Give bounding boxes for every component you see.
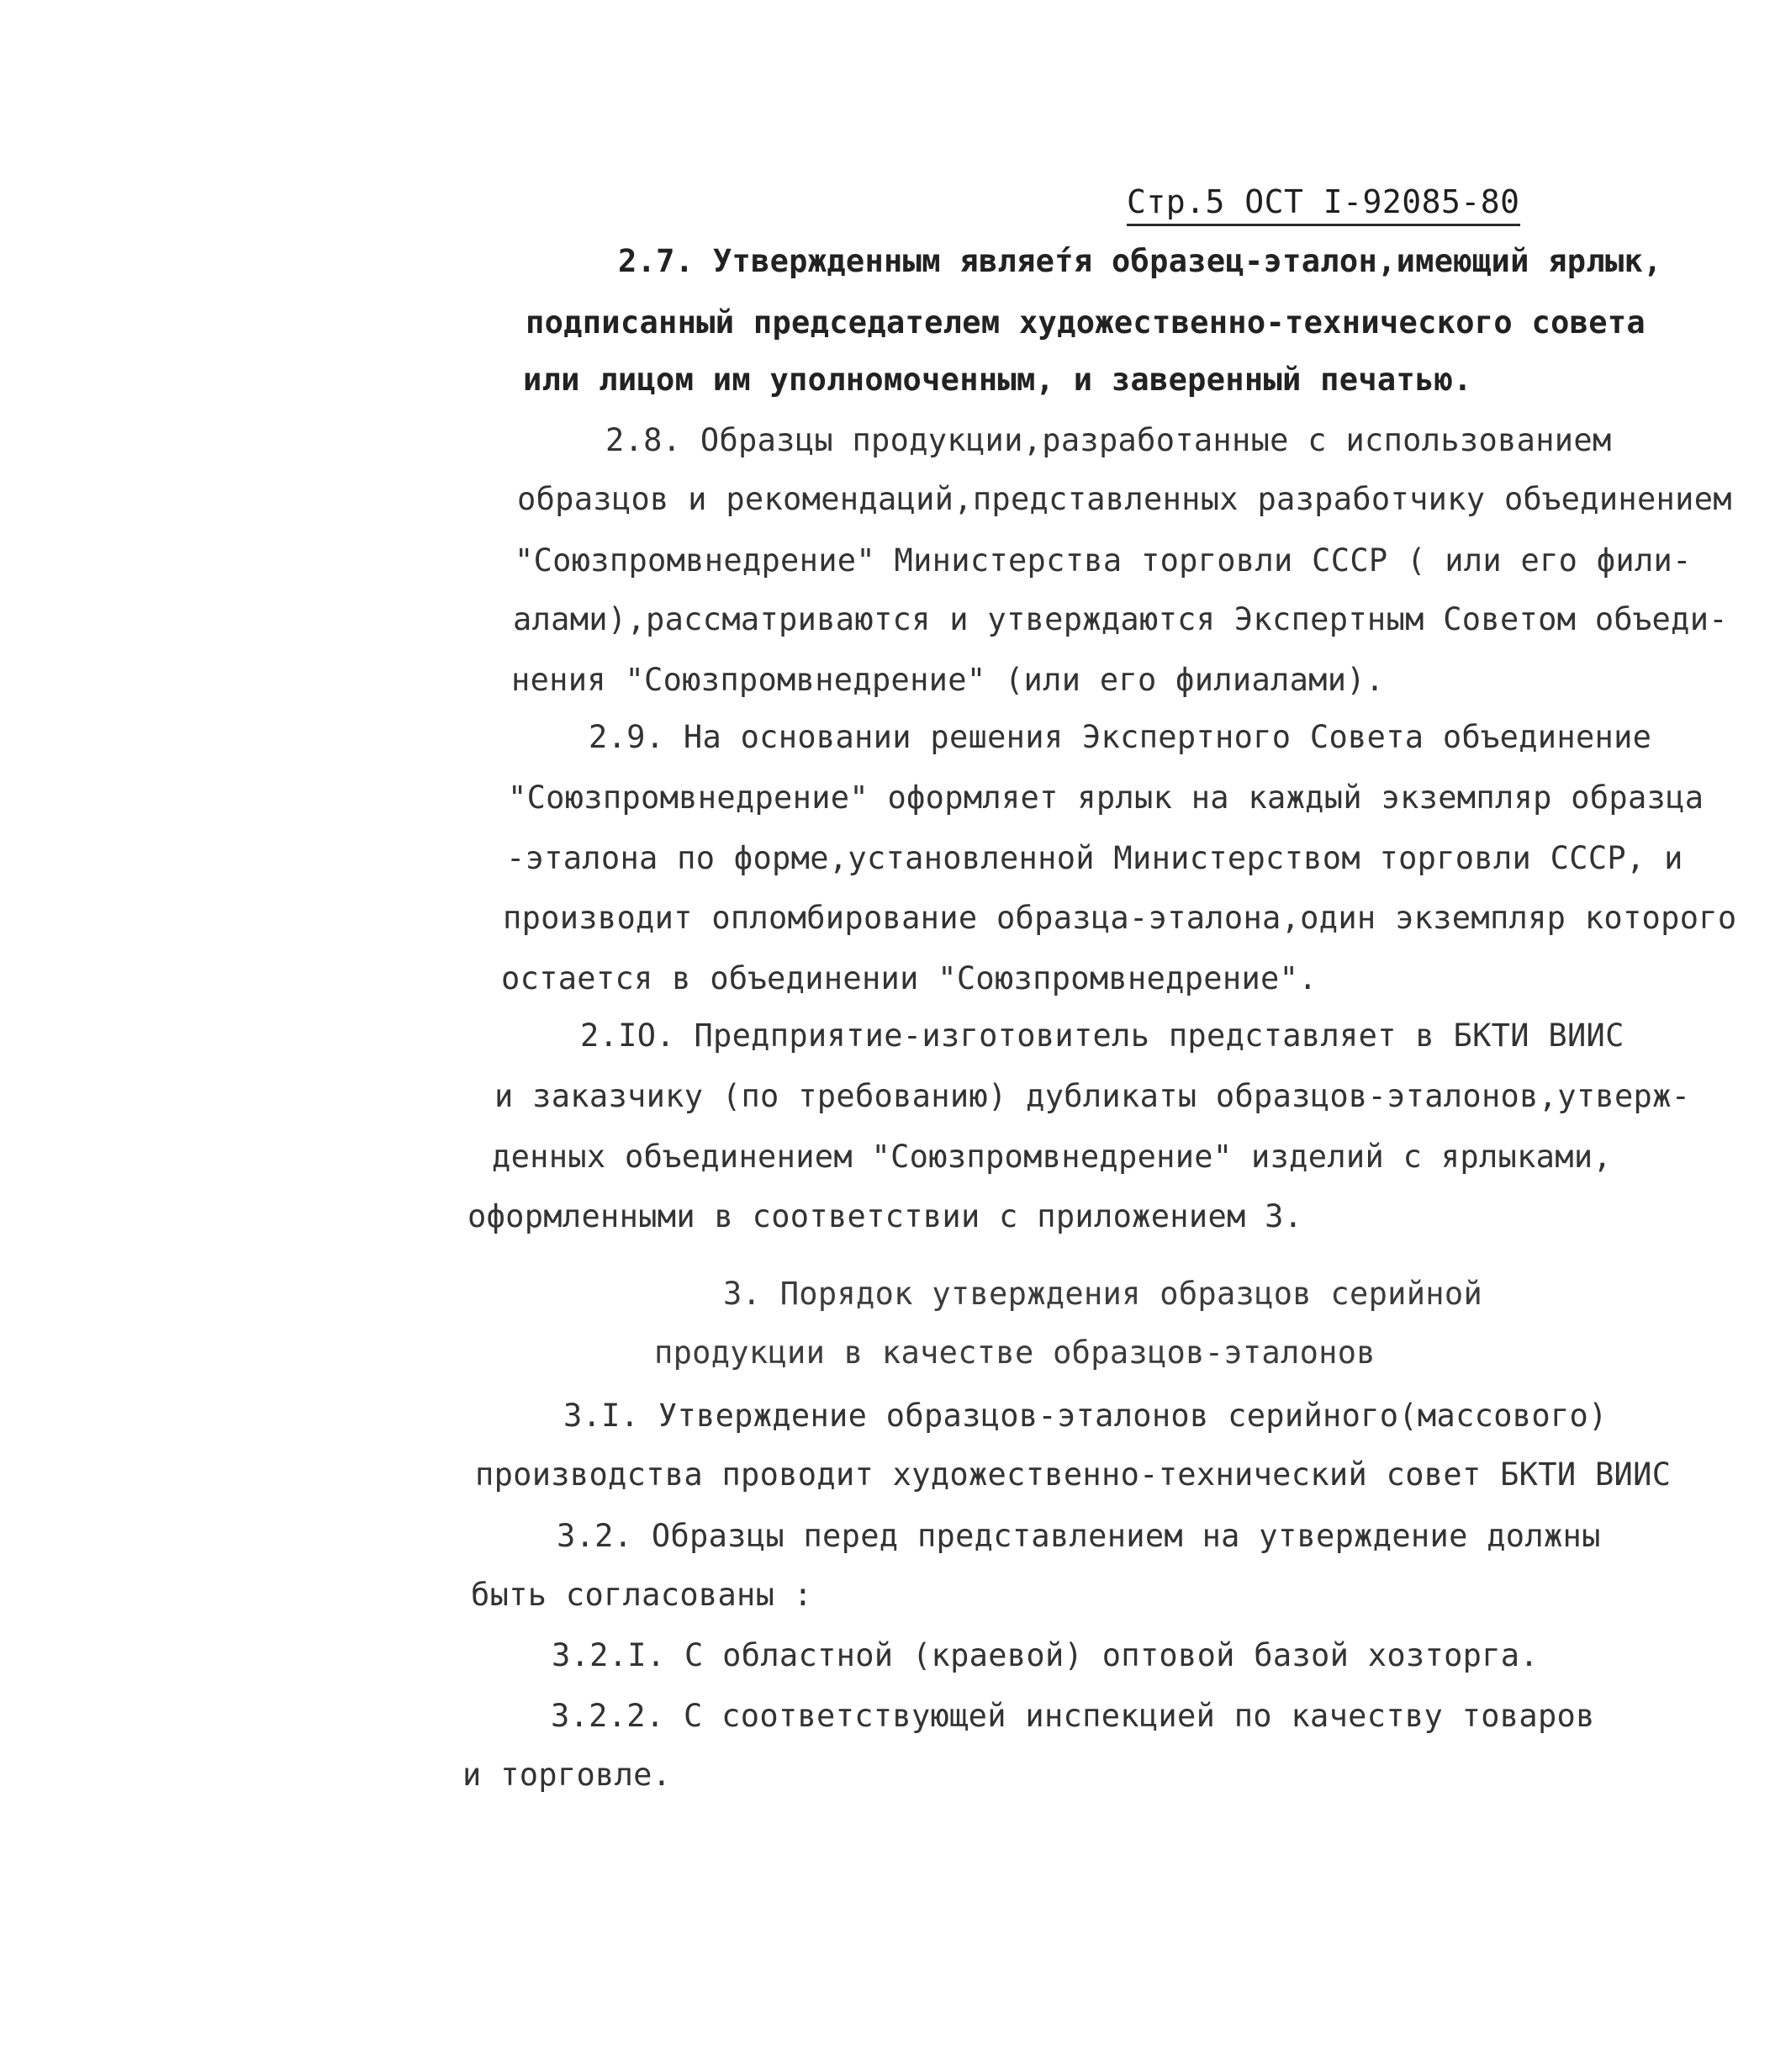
- para-2-7-line-3: или лицом им уполномоченным, и заверенный печатью.: [523, 362, 1472, 398]
- para-2-9-line-3: -эталона по форме,установленной Министерством торговли СССР, и: [506, 840, 1683, 876]
- para-3-1-line-1: 3.I. Утверждение образцов-эталонов серийного(массового): [563, 1398, 1608, 1434]
- para-2-8-line-1: 2.8. Образцы продукции,разработанные с использованием: [605, 422, 1612, 458]
- para-3-2-1: 3.2.I. С областной (краевой) оптовой базой хозторга.: [552, 1637, 1539, 1673]
- section-3-heading-line-2: продукции в качестве образцов-эталонов: [654, 1335, 1376, 1371]
- para-2-9-line-2: "Союзпромвнедрение" оформляет ярлык на каждый экземпляр образца: [508, 780, 1704, 816]
- para-2-8-line-5: нения "Союзпромвнедрение" (или его филиалами).: [511, 662, 1385, 698]
- para-3-2-line-2: быть согласованы :: [471, 1577, 813, 1613]
- para-2-8-line-4: алами),рассматриваются и утверждаются Экспертным Советом объеди-: [513, 601, 1728, 637]
- para-2-10-line-4: оформленными в соответствии с приложением 3.: [468, 1198, 1303, 1234]
- para-2-10-line-3: денных объединением "Союзпромвнедрение" изделий с ярлыками,: [492, 1139, 1612, 1175]
- para-2-9-line-1: 2.9. На основании решения Экспертного Совета объединение: [589, 719, 1652, 755]
- page-header: Стр.5 ОСТ I-92085-80: [1127, 183, 1520, 226]
- para-3-2-2-line-2: и торговле.: [462, 1757, 672, 1793]
- para-2-8-line-2: образцов и рекомендаций,представленных разработчику объединением: [517, 481, 1732, 517]
- para-2-7-line-1: 2.7. Утвержденным являет́я образец-эталон,имеющий ярлык,: [618, 243, 1662, 279]
- para-3-2-line-1: 3.2. Образцы перед представлением на утверждение должны: [557, 1518, 1601, 1554]
- para-3-1-line-2: производства проводит художественно-технический совет БКТИ ВИИС: [475, 1456, 1672, 1493]
- para-2-8-line-3: "Союзпромвнедрение" Министерства торговли СССР ( или его фили-: [515, 542, 1692, 579]
- para-2-7-line-2: подписанный председателем художественно-технического совета: [526, 304, 1646, 341]
- para-3-2-2-line-1: 3.2.2. С соответствующей инспекцией по качеству товаров: [551, 1698, 1595, 1734]
- section-3-heading-line-1: 3. Порядок утверждения образцов серийной: [723, 1276, 1483, 1312]
- para-2-10-line-2: и заказчику (по требованию) дубликаты образцов-эталонов,утверж-: [494, 1078, 1691, 1114]
- para-2-10-line-1: 2.IO. Предприятие-изготовитель представляет в БКТИ ВИИС: [580, 1018, 1624, 1054]
- para-2-9-line-4: производит опломбирование образца-эталона,один экземпляр которого: [503, 900, 1737, 936]
- para-2-9-line-5: остается в объединении "Союзпромвнедрение".: [501, 960, 1318, 996]
